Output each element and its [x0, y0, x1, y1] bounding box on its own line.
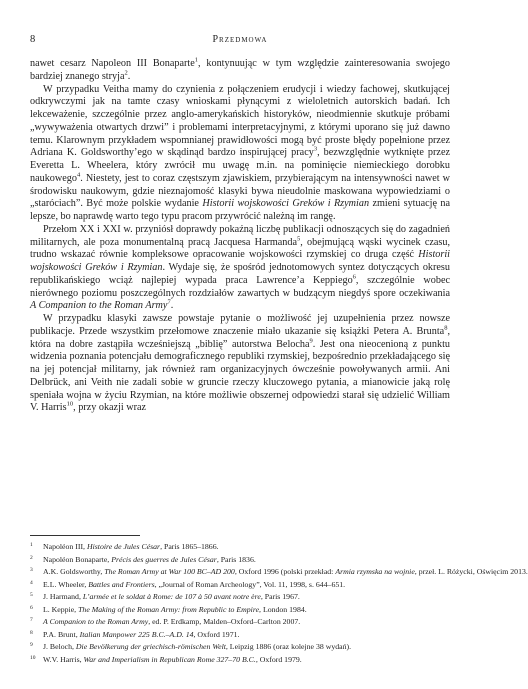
- italic-title: Histoire de Jules César: [86, 542, 161, 551]
- paragraph: W przypadku klasyki zawsze powstaje pytanie o możliwość jej uzupełnienia przez nowsze publikacje. Przede wszystkim przełomowe znaczenie miało ukazanie się książki Petera A. Brunta$^8$, która na dobre zastąpiła wcześniejszą „biblię” autorstwa Belocha$^9$. Jest ona nieocenioną z punktu widzenia poznania potencjału demograficznego republiki rzymskiej, bezpośrednio przekładającego się na jej potencjał militarny, jak również ram organizacyjnych ówcześnie powoływanych armii. Ani Delbrück, ani Veith nie zadali sobie w gruncie rzeczy kluczowego pytania, a mianowicie jaką rolę speniała wojna w życiu Rzymian, na które możliwie obszernej odpowiedzi starał się udzielić William V. Harris$^{10}$, przy okazji wraz: [30, 313, 451, 414]
- footnote: [30, 604, 450, 617]
- footnote-text: A Companion to the Roman Army, ed. P. Erdkamp, Malden–Oxford–Carlton 2007.: [43, 617, 301, 627]
- paragraph: nawet cesarz Napoleon III Bonaparte$^1$, kontynuując w tym względzie zainteresowania swojego bardziej znanego stryja$^2$.: [30, 56, 450, 82]
- footnote-reference: 5: [297, 235, 301, 243]
- footnote-number: 5: [30, 592, 33, 599]
- footnote: [30, 541, 450, 554]
- footnote-text: L. Keppie, The Making of the Roman Army: from Republic to Empire, London 1984.: [43, 604, 307, 614]
- footnote: [30, 554, 450, 567]
- footnote: [30, 579, 450, 592]
- italic-title: Die Bevölkerung der griechisch-römischen Welt: [75, 642, 226, 652]
- italic-title: Précis des guerres de Jules César: [111, 554, 217, 564]
- body-text: [30, 58, 450, 415]
- footnote-text: A.K. Goldsworthy, The Roman Army at War 100 BC–AD 200, Oxford 1996 (polski przekład: Armia rzymska na wojnie, przeł. L. Różycki, Oświęcim 2013.: [43, 567, 528, 577]
- footnote-text: Napoléon Bonaparte, Précis des guerres de Jules César, Paris 1836.: [43, 554, 256, 564]
- footnote-reference: 2: [124, 69, 128, 77]
- paragraph: W przypadku Veitha mamy do czynienia z połączeniem erudycji i wiedzy fachowej, skutkującej odkrywczymi jak na tamte czasy wnioskami płynącymi z wieloletnich autorskich badań. Ich lekceważenie, szczególnie przez anglo-amerykańskich historyków, nieodmiennie skutkuje próbami „wywyważenia otwartych drzwi” i problemami interpretacyjnymi, z którymi uporano się już dawno temu. Klarownym przykładem wspomnianej prawidłowości mogą być proste błędy popełnione przez Adriana K. Goldsworthy’ego w skądinąd bardzo inspirującej pracy$^3$, bezwzględnie wytknięte przez Everetta L. Wheelera, który zwrócił mu uwagę m.in. na pominięcie niemieckiego dorobku naukowego$^4$. Niestety, jest to coraz częstszym zjawiskiem, przybierającym na intensywności nawet w środowisku naukowym, gdzie nieznajomość klasyki bywa nieudolnie maskowana wypowiedziami o „staróciach”. Być może polskie wydanie Historii wojskowości Greków i Rzymian zmieni sytuację na lepsze, bo naprawdę warto tego typu pracom przywrócić należną im rangę.: [30, 83, 451, 222]
- italic-title: The Making of the Roman Army: from Republic to Empire: [78, 604, 260, 614]
- footnote-reference: 8: [444, 324, 448, 332]
- footnote-number: 10: [30, 654, 36, 661]
- footnote-text: J. Beloch, Die Bevölkerung der griechisch-römischen Welt, Leipzig 1886 (oraz kolejne 38 wydań).: [43, 642, 352, 652]
- footnote-text: Napoléon III, Histoire de Jules César, Paris 1865–1866.: [43, 542, 219, 551]
- footnote-number: 7: [30, 617, 33, 624]
- footnote: [30, 641, 450, 654]
- page-number: 8: [30, 34, 36, 45]
- italic-title: Italian Manpower 225 B.C.–A.D. 14: [79, 629, 194, 639]
- footnote-number: 9: [30, 642, 33, 649]
- footnote-number: 2: [30, 554, 33, 561]
- footnote-number: 6: [30, 604, 33, 611]
- italic-title: The Roman Army at War 100 BC–AD 200: [104, 567, 235, 577]
- footnote-text: E.L. Wheeler, Battles and Frontiers, „Journal of Roman Archeology”, Vol. 11, 1998, s. 644–651.: [43, 579, 346, 589]
- footnote-text: P.A. Brunt, Italian Manpower 225 B.C.–A.D. 14, Oxford 1971.: [43, 629, 240, 639]
- paragraph: Przełom XX i XXI w. przyniósł doprawdy pokaźną liczbę publikacji odnoszących się do zagadnień militarnych, ale poza monumentalną pracą Jacquesa Harmanda$^5$, obejmującą wąski wycinek czasu, trudno wskazać równie kompleksowe opracowanie wojskowości rzymskiej co druga część Historii wojskowości Greków i Rzymian. Wydaje się, że spośród jednotomowych syntez dotyczących okresu republikańskiego wciąż najlepiej wypada praca Lawrence’a Keppiego$^6$, szczególnie wobec nierównego poziomu poszczególnych rozdziałów zawartych w budzącym niegdyś spore oczekiwania A Companion to the Roman Army$^7$.: [30, 223, 450, 312]
- footnote-reference: 3: [313, 145, 318, 153]
- italic-title: Armia rzymska na wojnie: [335, 567, 415, 577]
- footnote-reference: 1: [194, 56, 199, 64]
- footnote-reference: 9: [309, 337, 313, 345]
- footnote-reference: 6: [352, 273, 356, 281]
- footnote: [30, 591, 450, 604]
- italic-title: A Companion to the Roman Army: [30, 300, 168, 312]
- footnote: [30, 616, 450, 629]
- footnotes: [30, 541, 528, 666]
- footnote-number: 4: [30, 579, 33, 586]
- italic-title: War and Imperialism in Republican Rome 327–70 B.C.: [83, 654, 256, 664]
- italic-title: Historii wojskowości Greków i Rzymian: [202, 198, 370, 210]
- footnote: [30, 566, 528, 579]
- footnote-text: W.V. Harris, War and Imperialism in Republican Rome 327–70 B.C., Oxford 1979.: [43, 654, 302, 664]
- footnote-number: 1: [30, 542, 33, 548]
- italic-title: L’armée et le soldat à Rome: de 107 à 50 avant notre ère: [82, 592, 261, 602]
- footnote: [30, 629, 450, 642]
- italic-title: Battles and Frontiers: [88, 579, 155, 589]
- footnote-divider: [30, 535, 140, 536]
- footnote-text: J. Harmand, L’armée et le soldat à Rome: de 107 à 50 avant notre ère, Paris 1967.: [43, 592, 300, 602]
- footnote-number: 8: [30, 629, 33, 636]
- footnote-reference: 4: [76, 171, 81, 179]
- footnote: [30, 654, 450, 667]
- running-head: Przedmowa: [212, 34, 268, 45]
- footnote-reference: 10: [66, 400, 74, 408]
- italic-title: Historii wojskowości Greków i Rzymian: [30, 249, 450, 273]
- footnote-reference: 7: [167, 298, 171, 306]
- italic-title: A Companion to the Roman Army: [43, 617, 149, 627]
- footnote-number: 3: [30, 567, 33, 574]
